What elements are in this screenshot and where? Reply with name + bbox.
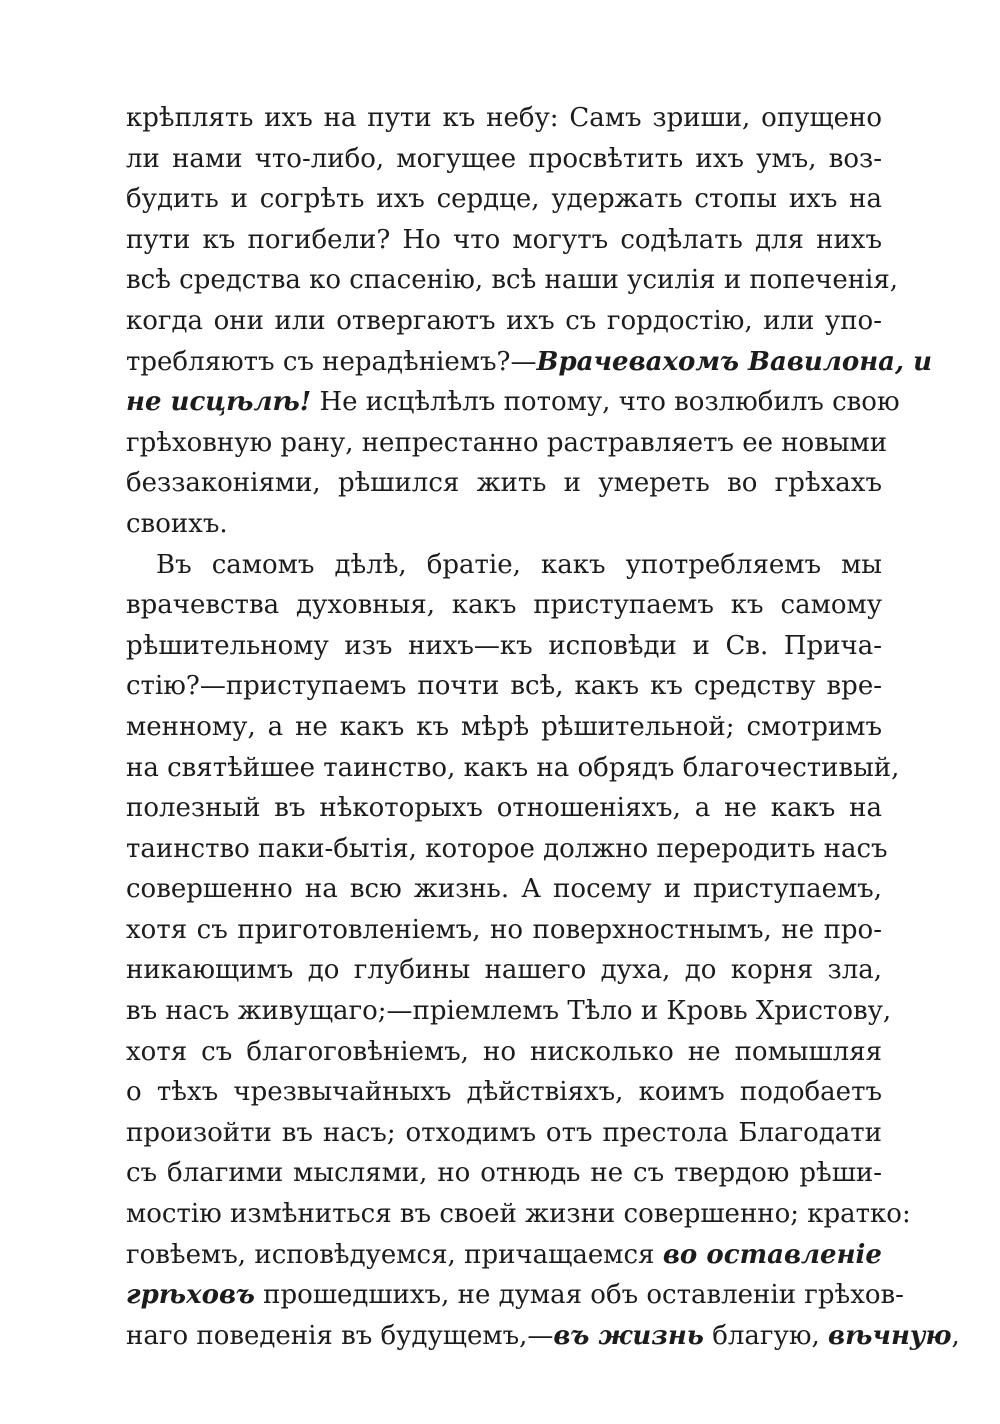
text-line xyxy=(126,829,888,870)
text-run: о тѣхъ чрезвычайныхъ дѣйствiяхъ, коимъ подобаетъ xyxy=(126,1077,882,1108)
text-line xyxy=(126,910,882,951)
text-line xyxy=(126,301,882,342)
text-line xyxy=(126,545,882,586)
text-line xyxy=(126,1194,911,1235)
text-run: хотя съ благоговѣнiемъ, но нисколько не помышляя xyxy=(126,1036,882,1067)
text-line xyxy=(126,1153,882,1194)
text-line xyxy=(126,1072,882,1113)
text-run: врачевства духовныя, какъ приступаемъ къ самому xyxy=(126,590,882,621)
text-line xyxy=(126,342,933,383)
text-line xyxy=(126,463,882,504)
text-line xyxy=(126,220,882,261)
italic-text-run: Врачевахомъ Вавилона, и xyxy=(536,346,933,377)
text-line xyxy=(126,1275,904,1316)
text-run: благую, xyxy=(703,1320,828,1351)
text-run: крѣплять ихъ на пути къ небу: Самъ зриши, опущено xyxy=(126,103,882,133)
text-run: мостiю измѣниться въ своей жизни совершенно; кратко: xyxy=(126,1199,911,1230)
text-run: ли нами что-либо, могущее просвѣтить ихъ умъ, воз- xyxy=(126,143,882,174)
text-line xyxy=(126,1235,882,1276)
text-line xyxy=(126,504,882,545)
text-run: съ благими мыслями, но отнюдь не съ твердою рѣши- xyxy=(126,1158,882,1189)
text-run: когда они или отвергаютъ ихъ съ гордостiю, или упо- xyxy=(126,305,882,336)
text-line xyxy=(126,1316,960,1357)
text-run: прошедшихъ, не думая объ оставленiи грѣхов- xyxy=(254,1280,904,1311)
text-run: въ насъ живущаго;—прiемлемъ Тѣло и Кровь Христову, xyxy=(126,996,892,1027)
text-line xyxy=(126,179,882,220)
italic-text-run: вѣчную xyxy=(828,1320,952,1351)
text-line xyxy=(126,382,900,423)
text-run: стiю?—приступаемъ почти всѣ, какъ къ средству вре- xyxy=(126,671,882,702)
italic-text-run: во оставленiе xyxy=(662,1239,882,1270)
text-line xyxy=(126,585,882,626)
text-line xyxy=(126,139,882,180)
text-run: совершенно на всю жизнь. А посему и приступаемъ, xyxy=(126,874,882,905)
text-run: пути къ погибели? Но что могутъ содѣлать для нихъ xyxy=(126,224,882,255)
text-run: Не исцѣлѣлъ потому, что возлюбилъ свою xyxy=(311,387,900,418)
italic-text-run: грѣховъ xyxy=(126,1280,255,1311)
text-line xyxy=(126,869,882,910)
text-run: грѣховную рану, непрестанно растравляетъ ее новыми xyxy=(126,427,888,458)
text-line xyxy=(126,748,900,789)
italic-text-run: въ жизнь xyxy=(553,1320,704,1351)
text-line xyxy=(126,950,882,991)
text-run: будить и согрѣть ихъ сердце, удержать стопы ихъ на xyxy=(126,184,882,215)
text-line xyxy=(126,788,882,829)
text-line xyxy=(126,1032,882,1073)
text-line xyxy=(126,991,892,1032)
text-run: , xyxy=(951,1320,960,1351)
text-run: никающимъ до глубины нашего духа, до корня зла, xyxy=(126,955,882,986)
italic-text-run: не исцѣлѣ! xyxy=(126,387,312,418)
text-run: своихъ. xyxy=(126,508,228,539)
text-line xyxy=(126,1113,882,1154)
text-line xyxy=(126,423,888,464)
text-run: рѣшительному изъ нихъ—къ исповѣди и Св. Прича- xyxy=(126,630,882,661)
text-run: произойти въ насъ; отходимъ отъ престола Благодати xyxy=(126,1117,882,1148)
text-run: требляютъ съ нерадѣнiемъ?— xyxy=(126,346,537,377)
text-run: Въ самомъ дѣлѣ, братiе, какъ употребляемъ мы xyxy=(156,549,882,580)
text-run: всѣ средства ко спасенiю, всѣ наши усилiя и попеченiя, xyxy=(126,265,899,296)
page-body-text xyxy=(126,98,960,1356)
text-run: говѣемъ, исповѣдуемся, причащаемся xyxy=(126,1239,663,1270)
text-run: хотя съ приготовленiемъ, но поверхностнымъ, не про- xyxy=(126,914,882,945)
text-run: беззаконiями, рѣшился жить и умереть во грѣхахъ xyxy=(126,468,882,499)
text-run: полезный въ нѣкоторыхъ отношенiяхъ, а не какъ на xyxy=(126,793,882,824)
text-run: на святѣйшее таинство, какъ на обрядъ благочестивый, xyxy=(126,752,900,783)
text-line xyxy=(126,98,882,139)
text-run: таинство паки-бытiя, которое должно переродить насъ xyxy=(126,833,888,864)
text-run: менному, а не какъ къ мѣрѣ рѣшительной; смотримъ xyxy=(126,711,882,742)
text-line xyxy=(126,707,882,748)
text-line xyxy=(126,626,882,667)
text-line xyxy=(126,666,882,707)
text-run: наго поведенiя въ будущемъ,— xyxy=(126,1320,554,1351)
text-line xyxy=(126,260,899,301)
